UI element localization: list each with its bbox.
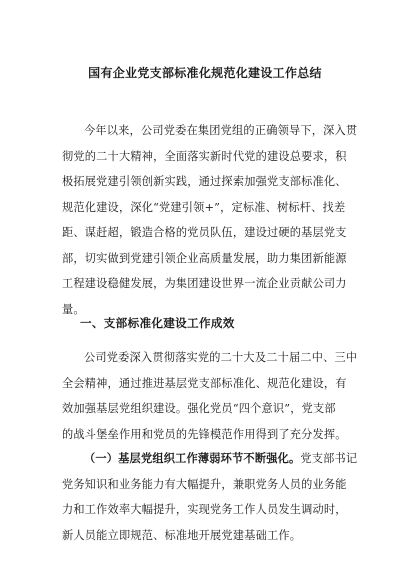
paragraph-line: 今年以来，公司党委在集团党组的正确领导下，深入贯 xyxy=(84,124,358,137)
paragraph-line: 量。 xyxy=(62,302,85,316)
paragraph-line: 的战斗堡垒作用和党员的先锋模范作用得到了充分发挥。 xyxy=(62,427,347,441)
paragraph-line: 新人员能立即规范、标准地开展党建基础工作。 xyxy=(62,528,302,542)
paragraph-line: 党务知识和业务能力有大幅提升，兼职党务人员的业务能 xyxy=(62,477,347,491)
paragraph-line: 部，切实做到党建引领企业高质量发展，助力集团新能源 xyxy=(62,251,347,265)
paragraph-line: 彻党的二十大精神，全面落实新时代党的建设总要求，积 xyxy=(62,149,347,163)
paragraph-line: 距、谋赶超，锻造合格的党员队伍，建设过硬的基层党支 xyxy=(62,226,347,239)
intro-paragraph xyxy=(62,118,358,322)
subsection-lead-text: 党支部书记 xyxy=(300,452,358,465)
subsection-paragraph xyxy=(62,446,358,548)
paragraph-line: 极拓展党建引领创新实践，通过探索加强党支部标准化、 xyxy=(62,175,347,188)
paragraph-line: 力和工作效率大幅提升，实现党务工作人员发生调动时， xyxy=(62,503,347,516)
paragraph-line: 规范化建设，深化“党建引领+”，定标准、树标杆、找差 xyxy=(62,200,346,214)
paragraph-line: 全会精神，通过推进基层党支部标准化、规范化建设，有 xyxy=(62,376,347,390)
section-heading: 一、支部标准化建设工作成效 xyxy=(80,316,235,330)
document-title: 国有企业党支部标准化规范化建设工作总结 xyxy=(88,66,322,80)
section-paragraph xyxy=(62,345,358,447)
subsection-heading: （一）基层党组织工作薄弱环节不断强化。 xyxy=(84,451,301,465)
paragraph-line: 公司党委深入贯彻落实党的二十大及二十届二中、三中 xyxy=(84,351,358,364)
paragraph-line xyxy=(62,446,358,472)
paragraph-line: 效加强基层党组织建设。强化党员“四个意识”，党支部 xyxy=(62,402,336,415)
paragraph-line: 工程建设稳健发展，为集团建设世界一流企业贡献公司力 xyxy=(62,277,347,290)
